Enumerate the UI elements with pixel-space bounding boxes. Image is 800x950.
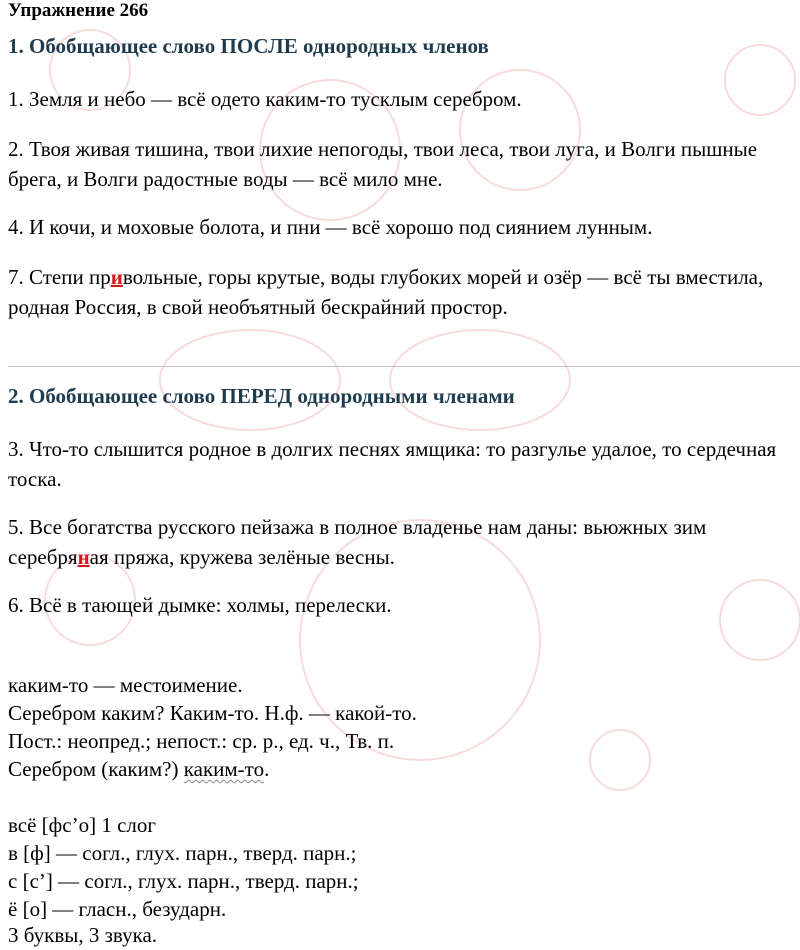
item-text: ая пряжа, кружева зелёные весны. xyxy=(89,545,395,569)
analysis-line-3: Пост.: неопред.; непост.: ср. р., ед. ч., Тв. п. xyxy=(8,729,395,753)
section2-item-6: 6. Всё в тающей дымке: холмы, перелески. xyxy=(8,593,392,617)
analysis-line-4 xyxy=(8,754,788,784)
analysis-text: . xyxy=(264,757,270,781)
highlighted-letter: и xyxy=(110,265,123,289)
item-text: вольные, горы крутые, воды глубоких морей и озёр — всё ты вместила, родная Россия, в свой необъятный бескрайний простор. xyxy=(8,265,764,319)
section1-heading: 1. Обобщающее слово ПОСЛЕ однородных членов xyxy=(8,34,489,58)
analysis-line-1: каким-то — местоимение. xyxy=(8,673,243,697)
section2-item-3: 3. Что-то слышится родное в долгих песнях ямщика: то разгулье удалое, то сердечная тоска. xyxy=(8,437,777,491)
highlighted-letter: н xyxy=(77,545,90,569)
section1-item-1: 1. Земля и небо — всё одето каким-то тусклым серебром. xyxy=(8,87,522,111)
section1-item-2: 2. Твоя живая тишина, твои лихие непогоды, твои леса, твои луга, и Волги пышные брега, и Волги радостные воды — всё мило мне. xyxy=(8,137,758,191)
phonetics-line-3: с [с’] — согл., глух. парн., тверд. парн.; xyxy=(8,869,359,893)
phonetics-line-1: всё [фс’о] 1 слог xyxy=(8,813,157,837)
section2-heading: 2. Обобщающее слово ПЕРЕД однородными членами xyxy=(8,384,515,408)
phonetics-line-4: ё [о] — гласн., безударн. xyxy=(8,897,227,921)
section1-item-4: 4. И кочи, и моховые болота, и пни — всё хорошо под сиянием лунным. xyxy=(8,215,653,239)
wavy-underlined-word: каким-то xyxy=(183,757,265,781)
section-divider xyxy=(8,366,800,367)
item-text: 5. Все богатства русского пейзажа в полное владенье нам даны: вьюжных зим серебря xyxy=(8,515,707,569)
phonetics-line-5: 3 буквы, 3 звука. xyxy=(8,923,158,947)
item-text: 7. Степи пр xyxy=(8,265,111,289)
section2-item-5 xyxy=(8,512,788,572)
phonetics-line-2: в [ф] — согл., глух. парн., тверд. парн.; xyxy=(8,841,357,865)
section1-item-7 xyxy=(8,262,788,322)
analysis-text: Серебром (каким?) xyxy=(8,757,184,781)
analysis-line-2: Серебром каким? Каким-то. Н.ф. — какой-то. xyxy=(8,701,417,725)
exercise-title: Упражнение 266 xyxy=(8,0,149,21)
